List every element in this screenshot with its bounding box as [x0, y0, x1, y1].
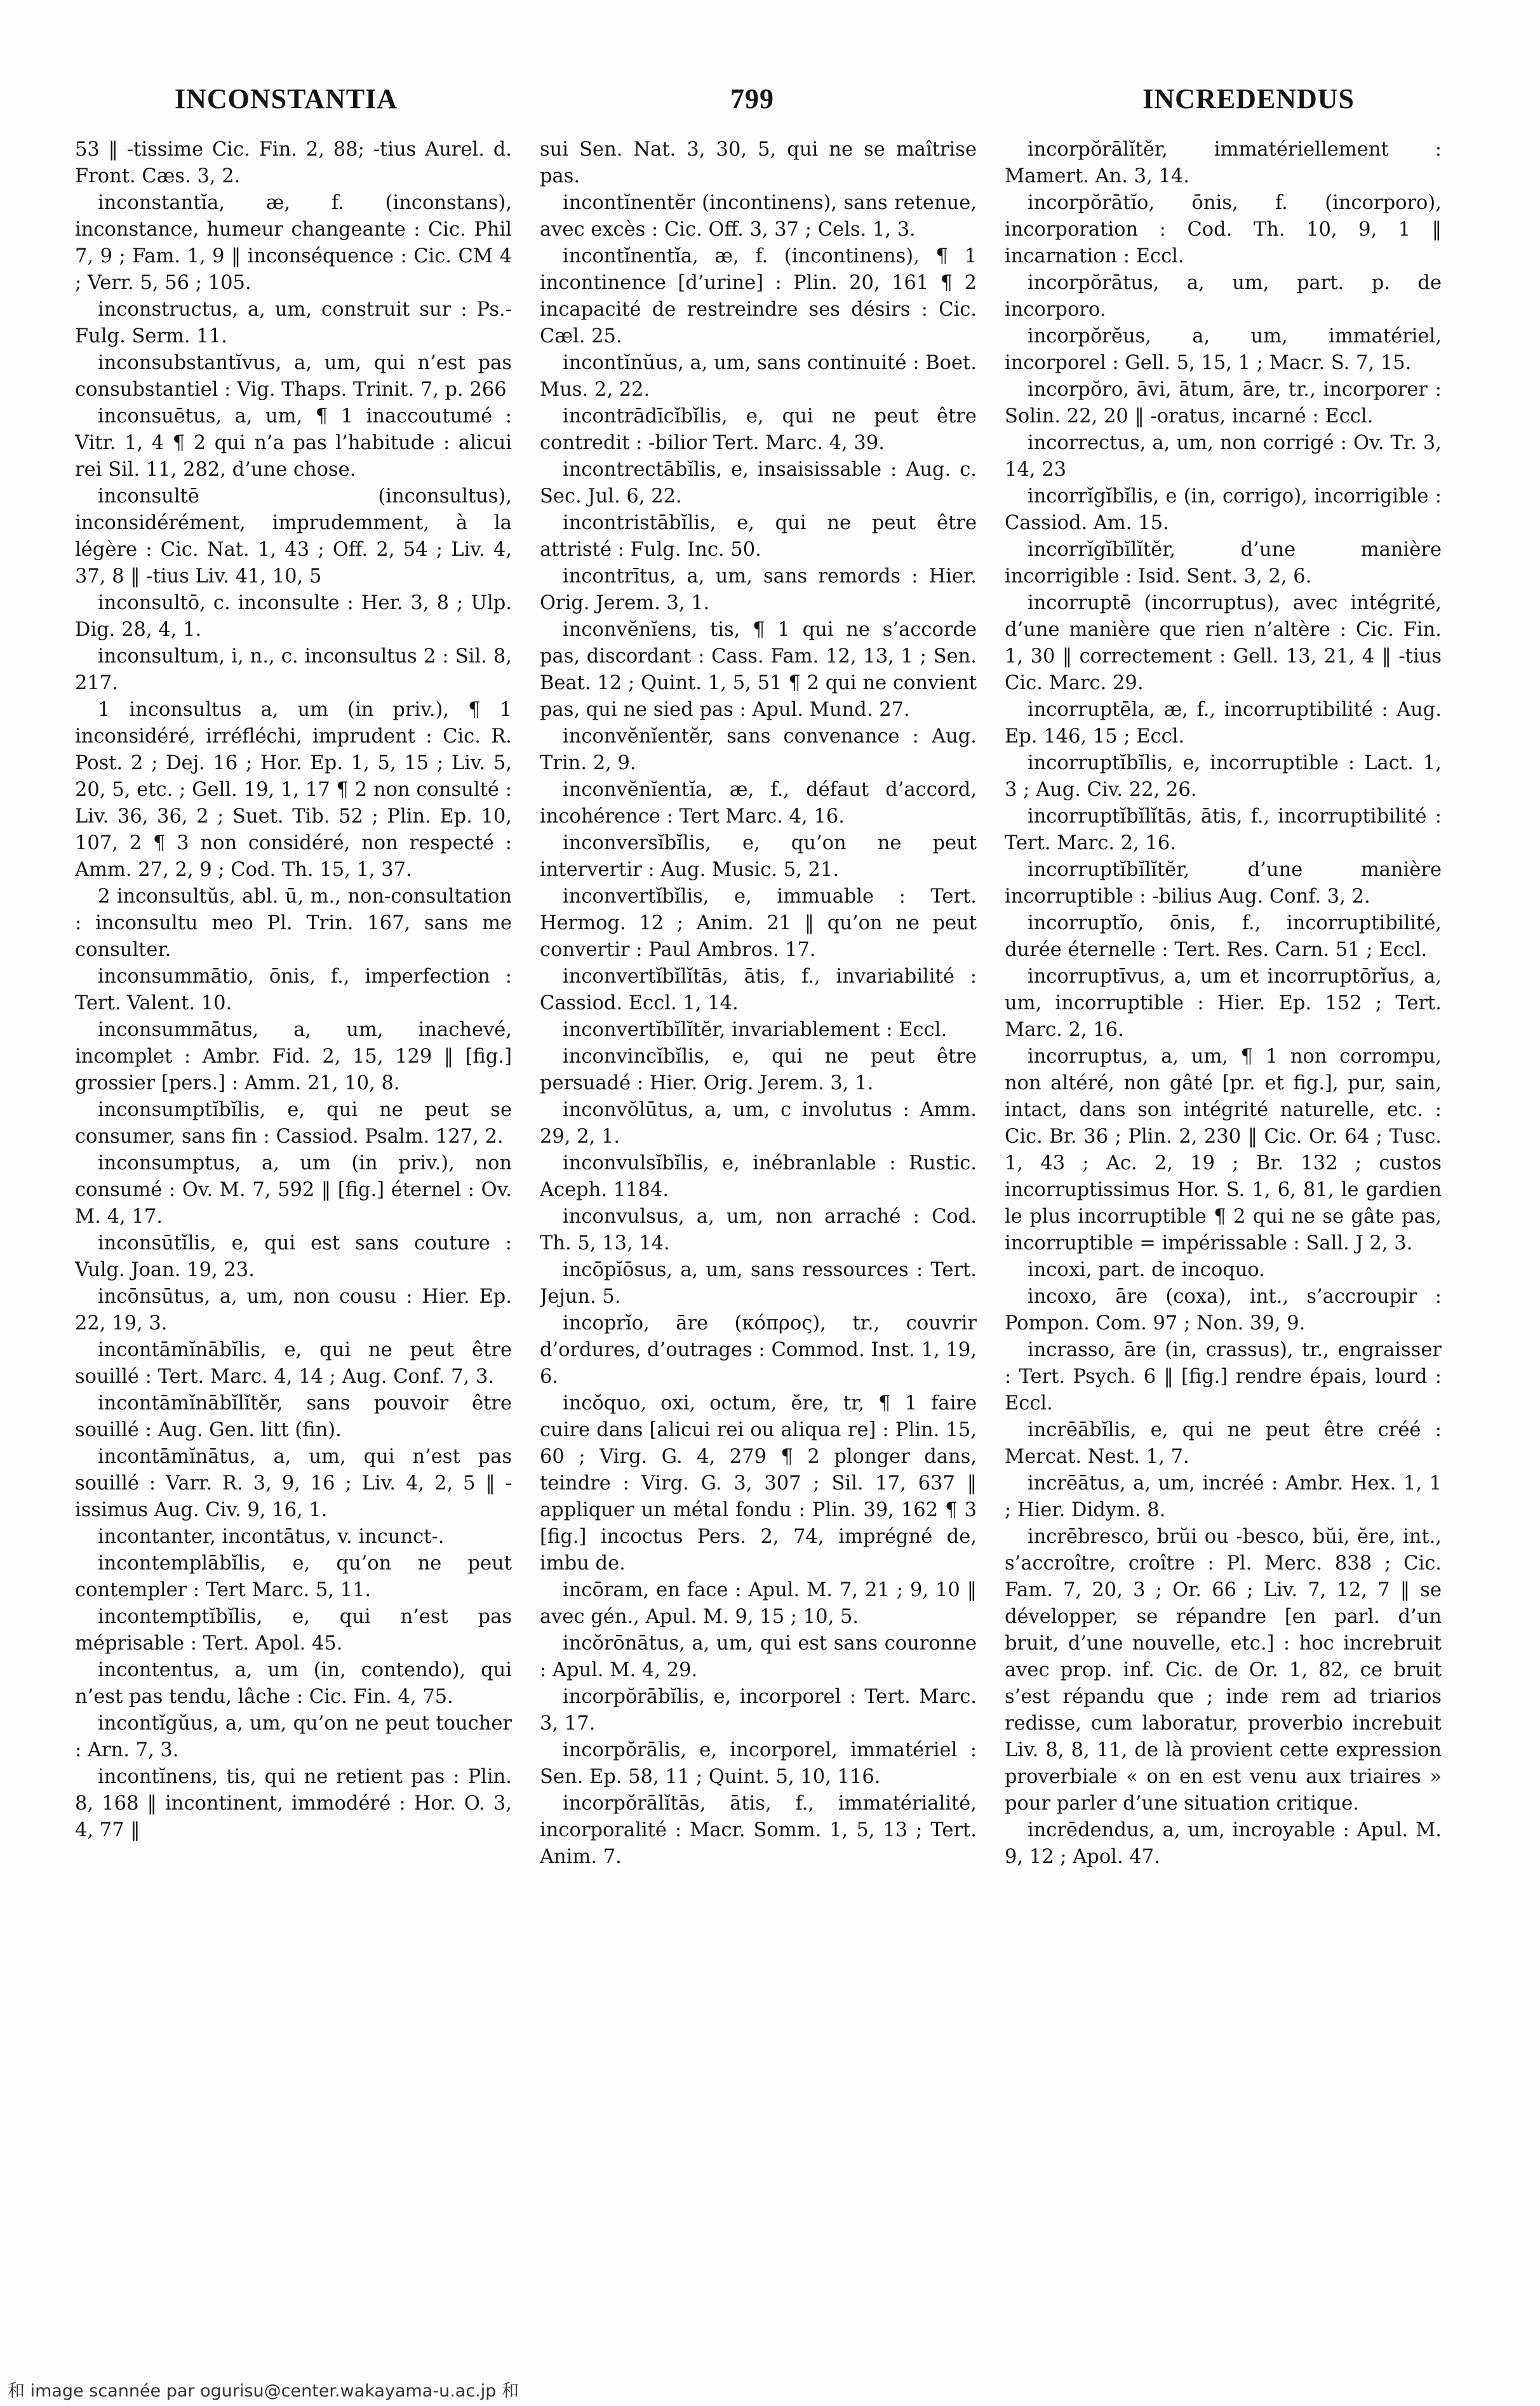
dictionary-entry: incorruptē (incorruptus), avec intégrité, d’une manière que rien n’altère : Cic. Fin. 1, 30 ‖ correctement : Gell. 13, 21, 4 ‖ -tius Cic. Marc. 29. — [1005, 592, 1442, 694]
dictionary-entry: incrasso, āre (in, crassus), tr., engraisser : Tert. Psych. 6 ‖ [fig.] rendre épais, lourd : Eccl. — [1005, 1339, 1442, 1415]
dictionary-entry: incorpŏrālis, e, incorporel, immatériel : Sen. Ep. 58, 11 ; Quint. 5, 10, 116. — [540, 1739, 977, 1788]
dictionary-entry: incontĭgŭus, a, um, qu’on ne peut toucher : Arn. 7, 3. — [75, 1712, 512, 1761]
dictionary-entry: incorruptus, a, um, ¶ 1 non corrompu, non altéré, non gâté [pr. et fig.], pur, sain, intact, dans son intégrité naturelle, etc. : Cic. Br. 36 ; Plin. 2, 230 ‖ Cic. Or. 64 ; Tusc. 1, 43 ; Ac. 2, 19 ; Br. 132 ; custos incorruptissimus Hor. S. 1, 6, 81, le gardien le plus incorruptible ¶ 2 qui ne se gâte pas, incorruptible = impérissable : Sall. J 2, 3. — [1005, 1045, 1442, 1254]
column-right — [1005, 137, 1442, 2287]
dictionary-entry: incontrītus, a, um, sans remords : Hier. Orig. Jerem. 3, 1. — [540, 565, 977, 614]
dictionary-entry: inconvincĭbĭlis, e, qui ne peut être persuadé : Hier. Orig. Jerem. 3, 1. — [540, 1045, 977, 1094]
dictionary-entry: incorrectus, a, um, non corrigé : Ov. Tr. 3, 14, 23 — [1005, 432, 1442, 481]
dictionary-entry: incorrĭgĭbĭlis, e (in, corrigo), incorrigible : Cassiod. Am. 15. — [1005, 485, 1442, 534]
dictionary-entry: 2 inconsultŭs, abl. ū, m., non-consultation : inconsultu meo Pl. Trin. 167, sans me consulter. — [75, 885, 512, 961]
dictionary-entry: incontĭnens, tis, qui ne retient pas : Plin. 8, 168 ‖ incontinent, immodéré : Hor. O. 3, 4, 77 ‖ — [75, 1766, 512, 1841]
dictionary-entry: incontanter, incontātus, v. incunct-. — [98, 1526, 445, 1548]
dictionary-entry: incontentus, a, um (in, contendo), qui n’est pas tendu, lâche : Cic. Fin. 4, 75. — [75, 1659, 512, 1708]
dictionary-entry: incontĭnentĕr (incontinens), sans retenue, avec excès : Cic. Off. 3, 37 ; Cels. 1, 3. — [540, 192, 977, 241]
dictionary-entry: incontĭnentĭa, æ, f. (incontinens), ¶ 1 incontinence [d’urine] : Plin. 20, 161 ¶ 2 incapacité de restreindre ses désirs : Cic. Cæl. 25. — [540, 245, 977, 347]
dictionary-entry: sui Sen. Nat. 3, 30, 5, qui ne se maîtrise pas. — [540, 138, 977, 187]
dictionary-entry: inconsūtĭlis, e, qui est sans couture : Vulg. Joan. 19, 23. — [75, 1232, 512, 1281]
dictionary-entry: inconsummātio, ōnis, f., imperfection : Tert. Valent. 10. — [75, 965, 512, 1014]
dictionary-entry: incorruptĭbĭlĭtās, ātis, f., incorruptibilité : Tert. Marc. 2, 16. — [1005, 805, 1442, 854]
dictionary-entry: incontristābĭlis, e, qui ne peut être attristé : Fulg. Inc. 50. — [540, 512, 977, 561]
scan-credit: 和 image scannée par ogurisu@center.wakayama-u.ac.jp 和 — [8, 2381, 519, 2401]
dictionary-entry: incontĭnŭus, a, um, sans continuité : Boet. Mus. 2, 22. — [540, 352, 977, 401]
dictionary-entry: inconstantĭa, æ, f. (inconstans), inconstance, humeur changeante : Cic. Phil 7, 9 ; Fam. 1, 9 ‖ inconséquence : Cic. CM 4 ; Verr. 5, 56 ; 105. — [75, 192, 512, 294]
dictionary-entry: incontāmĭnābĭlis, e, qui ne peut être souillé : Tert. Marc. 4, 14 ; Aug. Conf. 7, 3. — [75, 1339, 512, 1388]
column-middle — [540, 137, 977, 2287]
dictionary-entry: incrēbresco, brŭi ou -besco, bŭi, ĕre, int., s’accroître, croître : Pl. Merc. 838 ; Cic. Fam. 7, 20, 3 ; Or. 66 ; Liv. 7, 12, 7 ‖ se développer, se répandre [en parl. d’un bruit, d’une nouvelle, etc.] : hoc increbruit avec prop. inf. Cic. de Or. 1, 82, ce bruit s’est répandu que ; inde rem ad triarios redisse, cum laboratur, proverbio increbuit Liv. 8, 8, 11, de là provient cette expression proverbiale « on en est venu aux triaires » pour parler d’une situation critique. — [1005, 1526, 1442, 1815]
dictionary-entry: inconvĕnĭens, tis, ¶ 1 qui ne s’accorde pas, discordant : Cass. Fam. 12, 13, 1 ; Sen. Beat. 12 ; Quint. 1, 5, 51 ¶ 2 qui ne convient pas, qui ne sied pas : Apul. Mund. 27. — [540, 619, 977, 721]
running-header — [0, 83, 1540, 127]
dictionary-entry: inconvulsus, a, um, non arraché : Cod. Th. 5, 13, 14. — [540, 1206, 977, 1254]
dictionary-entry: incontemplābĭlis, e, qu’on ne peut contempler : Tert Marc. 5, 11. — [75, 1552, 512, 1601]
dictionary-entry: inconsuētus, a, um, ¶ 1 inaccoutumé : Vitr. 1, 4 ¶ 2 qui n’a pas l’habitude : alicui rei Sil. 11, 282, d’une chose. — [75, 405, 512, 481]
dictionary-entry: incorruptĭbĭlĭtĕr, d’une manière incorruptible : -bilius Aug. Conf. 3, 2. — [1005, 859, 1442, 908]
dictionary-entry: incontrādīcĭbĭlis, e, qui ne peut être contredit : -bilior Tert. Marc. 4, 39. — [540, 405, 977, 454]
dictionary-entry: inconvŏlūtus, a, um, c involutus : Amm. 29, 2, 1. — [540, 1099, 977, 1148]
dictionary-entry: incōnsūtus, a, um, non cousu : Hier. Ep. 22, 19, 3. — [75, 1286, 512, 1334]
dictionary-entry: incŏrōnātus, a, um, qui est sans couronne : Apul. M. 4, 29. — [540, 1632, 977, 1681]
dictionary-entry: incoxo, āre (coxa), int., s’accroupir : Pompon. Com. 97 ; Non. 39, 9. — [1005, 1286, 1442, 1334]
page-number: 799 — [730, 83, 774, 114]
dictionary-entry: inconvertĭbĭlĭtās, ātis, f., invariabilité : Cassiod. Eccl. 1, 14. — [540, 965, 977, 1014]
dictionary-entry: incorpŏrĕus, a, um, immatériel, incorporel : Gell. 5, 15, 1 ; Macr. S. 7, 15. — [1005, 325, 1442, 374]
dictionary-entry: incoxi, part. de incoquo. — [1028, 1259, 1265, 1281]
dictionary-entry: 53 ‖ -tissime Cic. Fin. 2, 88; -tius Aurel. d. Front. Cæs. 3, 2. — [75, 138, 512, 187]
dictionary-entry: incorruptīvus, a, um et incorruptōrĭus, a, um, incorruptible : Hier. Ep. 152 ; Tert. Marc. 2, 16. — [1005, 965, 1442, 1041]
dictionary-entry: incrēdendus, a, um, incroyable : Apul. M. 9, 12 ; Apol. 47. — [1005, 1819, 1442, 1868]
dictionary-page — [75, 137, 1440, 2287]
dictionary-entry: inconvĕnĭentĭa, æ, f., défaut d’accord, incohérence : Tert Marc. 4, 16. — [540, 779, 977, 828]
dictionary-entry: incorpŏrātĭo, ōnis, f. (incorporo), incorporation : Cod. Th. 10, 9, 1 ‖ incarnation : Eccl. — [1005, 192, 1442, 267]
dictionary-entry: incontāmĭnābĭlĭtĕr, sans pouvoir être souillé : Aug. Gen. litt (fin). — [75, 1392, 512, 1441]
dictionary-entry: incorpŏrālĭtās, ātis, f., immatérialité, incorporalité : Macr. Somm. 1, 5, 13 ; Tert. Anim. 7. — [540, 1792, 977, 1868]
dictionary-entry: inconsumptĭbĭlis, e, qui ne peut se consumer, sans fin : Cassiod. Psalm. 127, 2. — [75, 1099, 512, 1148]
dictionary-entry: 1 inconsultus a, um (in priv.), ¶ 1 inconsidéré, irréfléchi, imprudent : Cic. R. Post. 2 ; Dej. 16 ; Hor. Ep. 1, 5, 15 ; Liv. 5, 20, 5, etc. ; Gell. 19, 1, 17 ¶ 2 non consulté : Liv. 36, 36, 2 ; Suet. Tib. 52 ; Plin. Ep. 10, 107, 2 ¶ 3 non considéré, non respecté : Amm. 27, 2, 9 ; Cod. Th. 15, 1, 37. — [75, 699, 512, 881]
dictionary-entry: incorruptĭbĭlis, e, incorruptible : Lact. 1, 3 ; Aug. Civ. 22, 26. — [1005, 752, 1442, 801]
dictionary-entry: inconsultō, c. inconsulte : Her. 3, 8 ; Ulp. Dig. 28, 4, 1. — [75, 592, 512, 641]
dictionary-entry: incontemptĭbĭlis, e, qui n’est pas méprisable : Tert. Apol. 45. — [75, 1606, 512, 1655]
dictionary-entry: incorpŏro, āvi, ātum, āre, tr., incorporer : Solin. 22, 20 ‖ -oratus, incarné : Eccl. — [1005, 379, 1442, 427]
dictionary-entry: incorrĭgĭbĭlĭtĕr, d’une manière incorrigible : Isid. Sent. 3, 2, 6. — [1005, 539, 1442, 588]
dictionary-entry: inconvertĭbĭlis, e, immuable : Tert. Hermog. 12 ; Anim. 21 ‖ qu’on ne peut convertir : Paul Ambros. 17. — [540, 885, 977, 961]
dictionary-entry: inconsubstantĭvus, a, um, qui n’est pas consubstantiel : Vig. Thaps. Trinit. 7, p. 266 — [75, 352, 512, 401]
dictionary-entry: incōpĭōsus, a, um, sans ressources : Tert. Jejun. 5. — [540, 1259, 977, 1308]
dictionary-entry: incorruptēla, æ, f., incorruptibilité : Aug. Ep. 146, 15 ; Eccl. — [1005, 699, 1442, 748]
dictionary-entry: inconstructus, a, um, construit sur : Ps.-Fulg. Serm. 11. — [75, 299, 512, 347]
dictionary-entry: inconsummātus, a, um, inachevé, incomplet : Ambr. Fid. 2, 15, 129 ‖ [fig.] grossier [pers.] : Amm. 21, 10, 8. — [75, 1019, 512, 1094]
dictionary-entry: inconvertĭbĭlĭtĕr, invariablement : Eccl. — [563, 1019, 947, 1041]
dictionary-entry: incrēābĭlis, e, qui ne peut être créé : Mercat. Nest. 1, 7. — [1005, 1419, 1442, 1468]
column-left — [75, 137, 512, 2287]
header-right-headword: INCREDENDUS — [1142, 83, 1355, 114]
dictionary-entry: incoprĭo, āre (κόπρος), tr., couvrir d’ordures, d’outrages : Commod. Inst. 1, 19, 6. — [540, 1312, 977, 1388]
dictionary-entry: inconsumptus, a, um (in priv.), non consumé : Ov. M. 7, 592 ‖ [fig.] éternel : Ov. M. 4, 17. — [75, 1152, 512, 1228]
dictionary-entry: incrēātus, a, um, incréé : Ambr. Hex. 1, 1 ; Hier. Didym. 8. — [1005, 1472, 1442, 1521]
dictionary-entry: incōram, en face : Apul. M. 7, 21 ; 9, 10 ‖ avec gén., Apul. M. 9, 15 ; 10, 5. — [540, 1579, 977, 1628]
dictionary-entry: inconvĕnĭentĕr, sans convenance : Aug. Trin. 2, 9. — [540, 725, 977, 774]
header-left-headword: INCONSTANTIA — [175, 83, 398, 114]
dictionary-entry: incontāmĭnātus, a, um, qui n’est pas souillé : Varr. R. 3, 9, 16 ; Liv. 4, 2, 5 ‖ -issimus Aug. Civ. 9, 16, 1. — [75, 1446, 512, 1521]
dictionary-entry: inconsultē (inconsultus), inconsidérément, imprudemment, à la légère : Cic. Nat. 1, 43 ; Off. 2, 54 ; Liv. 4, 37, 8 ‖ -tius Liv. 41, 10, 5 — [75, 485, 512, 588]
dictionary-entry: incŏquo, oxi, octum, ĕre, tr, ¶ 1 faire cuire dans [alicui rei ou aliqua re] : Plin. 15, 60 ; Virg. G. 4, 279 ¶ 2 plonger dans, teindre : Virg. G. 3, 307 ; Sil. 17, 637 ‖ appliquer un métal fondu : Plin. 39, 162 ¶ 3 [fig.] incoctus Pers. 2, 74, imprégné de, imbu de. — [540, 1392, 977, 1575]
dictionary-entry: inconsultum, i, n., c. inconsultus 2 : Sil. 8, 217. — [75, 645, 512, 694]
dictionary-entry: incontrectābĭlis, e, insaisissable : Aug. c. Sec. Jul. 6, 22. — [540, 459, 977, 507]
dictionary-entry: inconversĭbĭlis, e, qu’on ne peut intervertir : Aug. Music. 5, 21. — [540, 832, 977, 881]
dictionary-entry: inconvulsĭbĭlis, e, inébranlable : Rustic. Aceph. 1184. — [540, 1152, 977, 1201]
dictionary-entry: incorruptĭo, ōnis, f., incorruptibilité, durée éternelle : Tert. Res. Carn. 51 ; Eccl. — [1005, 912, 1442, 961]
dictionary-entry: incorpŏrālĭtĕr, immatériellement : Mamert. An. 3, 14. — [1005, 138, 1442, 187]
dictionary-entry: incorpŏrātus, a, um, part. p. de incorporo. — [1005, 272, 1442, 321]
dictionary-entry: incorpŏrābĭlis, e, incorporel : Tert. Marc. 3, 17. — [540, 1686, 977, 1735]
